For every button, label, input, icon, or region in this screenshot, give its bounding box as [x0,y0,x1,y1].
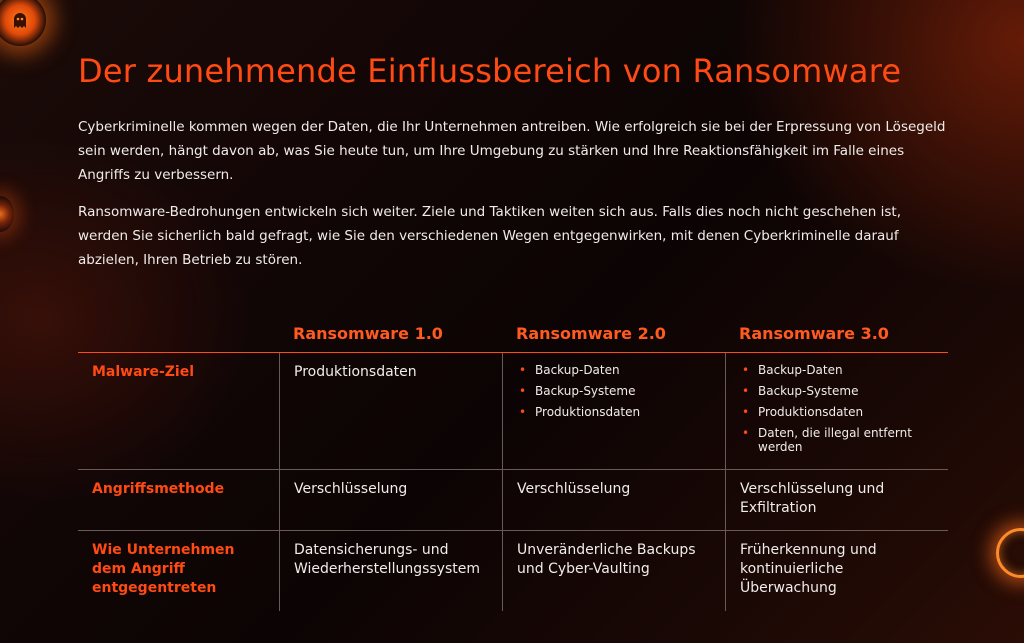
list-item: • Produktionsdaten [740,405,934,419]
bullet-list [740,363,934,454]
column-header-ransomware-3: Ransomware 3.0 [739,324,889,343]
table-cell [502,470,725,530]
table-row [78,470,948,531]
cell-text: Unveränderliche Backups und Cyber-Vaulting [517,542,696,577]
list-item: • Backup-Daten [740,363,934,377]
intro-paragraph-2: Ransomware-Bedrohungen entwickeln sich weiter. Ziele und Taktiken weiten sich aus. Falls dies noch nicht geschehen ist, werden Sie sicherlich bald gefragt, wie Sie den verschiedenen Wegen entgegenwirken, mit denen Cyberkriminelle darauf abzielen, Ihren Betrieb zu stören. [78,204,902,268]
intro-paragraph-1: Cyberkriminelle kommen wegen der Daten, die Ihr Unternehmen antreiben. Wie erfolgreich sie bei der Erpressung von Lösegeld sein werden, hängt davon ab, was Sie heute tun, um Ihre Umgebung zu stärken und Ihre Reaktionsfähigkeit im Falle eines Angriffs zu verbessern. [78,119,946,183]
table-cell [279,470,502,530]
table-cell [279,531,502,611]
cell-text: Verschlüsselung und Exfiltration [740,481,885,516]
ghost-icon [10,10,30,30]
table-cell [279,353,502,469]
list-item: • Backup-Daten [517,363,711,377]
decorative-glow-ring [996,528,1024,578]
cell-text: Verschlüsselung [517,481,631,497]
column-header-ransomware-1: Ransomware 1.0 [293,324,443,343]
table-cell [725,353,948,469]
row-label-attack-method [78,470,279,530]
row-label: Malware-Ziel [92,364,195,380]
cell-text: Datensicherungs- und Wiederherstellungssystem [294,542,481,577]
row-label-malware-target [78,353,279,469]
table-row [78,353,948,470]
table-cell [502,353,725,469]
list-item: • Backup-Systeme [517,384,711,398]
comparison-table [78,318,948,611]
table-header-row [78,318,948,353]
column-header-ransomware-2: Ransomware 2.0 [516,324,666,343]
decorative-glow-left [0,196,14,232]
cell-text: Früherkennung und kontinuierliche Überwachung [740,542,877,596]
bullet-list [517,363,711,419]
row-label-company-response [78,531,279,611]
cell-text: Verschlüsselung [294,481,408,497]
ghost-logo-badge [0,0,46,46]
row-label: Wie Unternehmen dem Angriff entgegentreten [92,542,235,596]
table-row [78,531,948,611]
list-item: • Daten, die illegal entfernt werden [740,426,934,454]
table-cell [725,531,948,611]
list-item: • Backup-Systeme [740,384,934,398]
row-label: Angriffsmethode [92,481,225,497]
list-item: • Produktionsdaten [517,405,711,419]
table-cell [502,531,725,611]
cell-text: Produktionsdaten [294,364,417,380]
table-cell [725,470,948,530]
page-title: Der zunehmende Einflussbereich von Ransomware [78,52,902,90]
